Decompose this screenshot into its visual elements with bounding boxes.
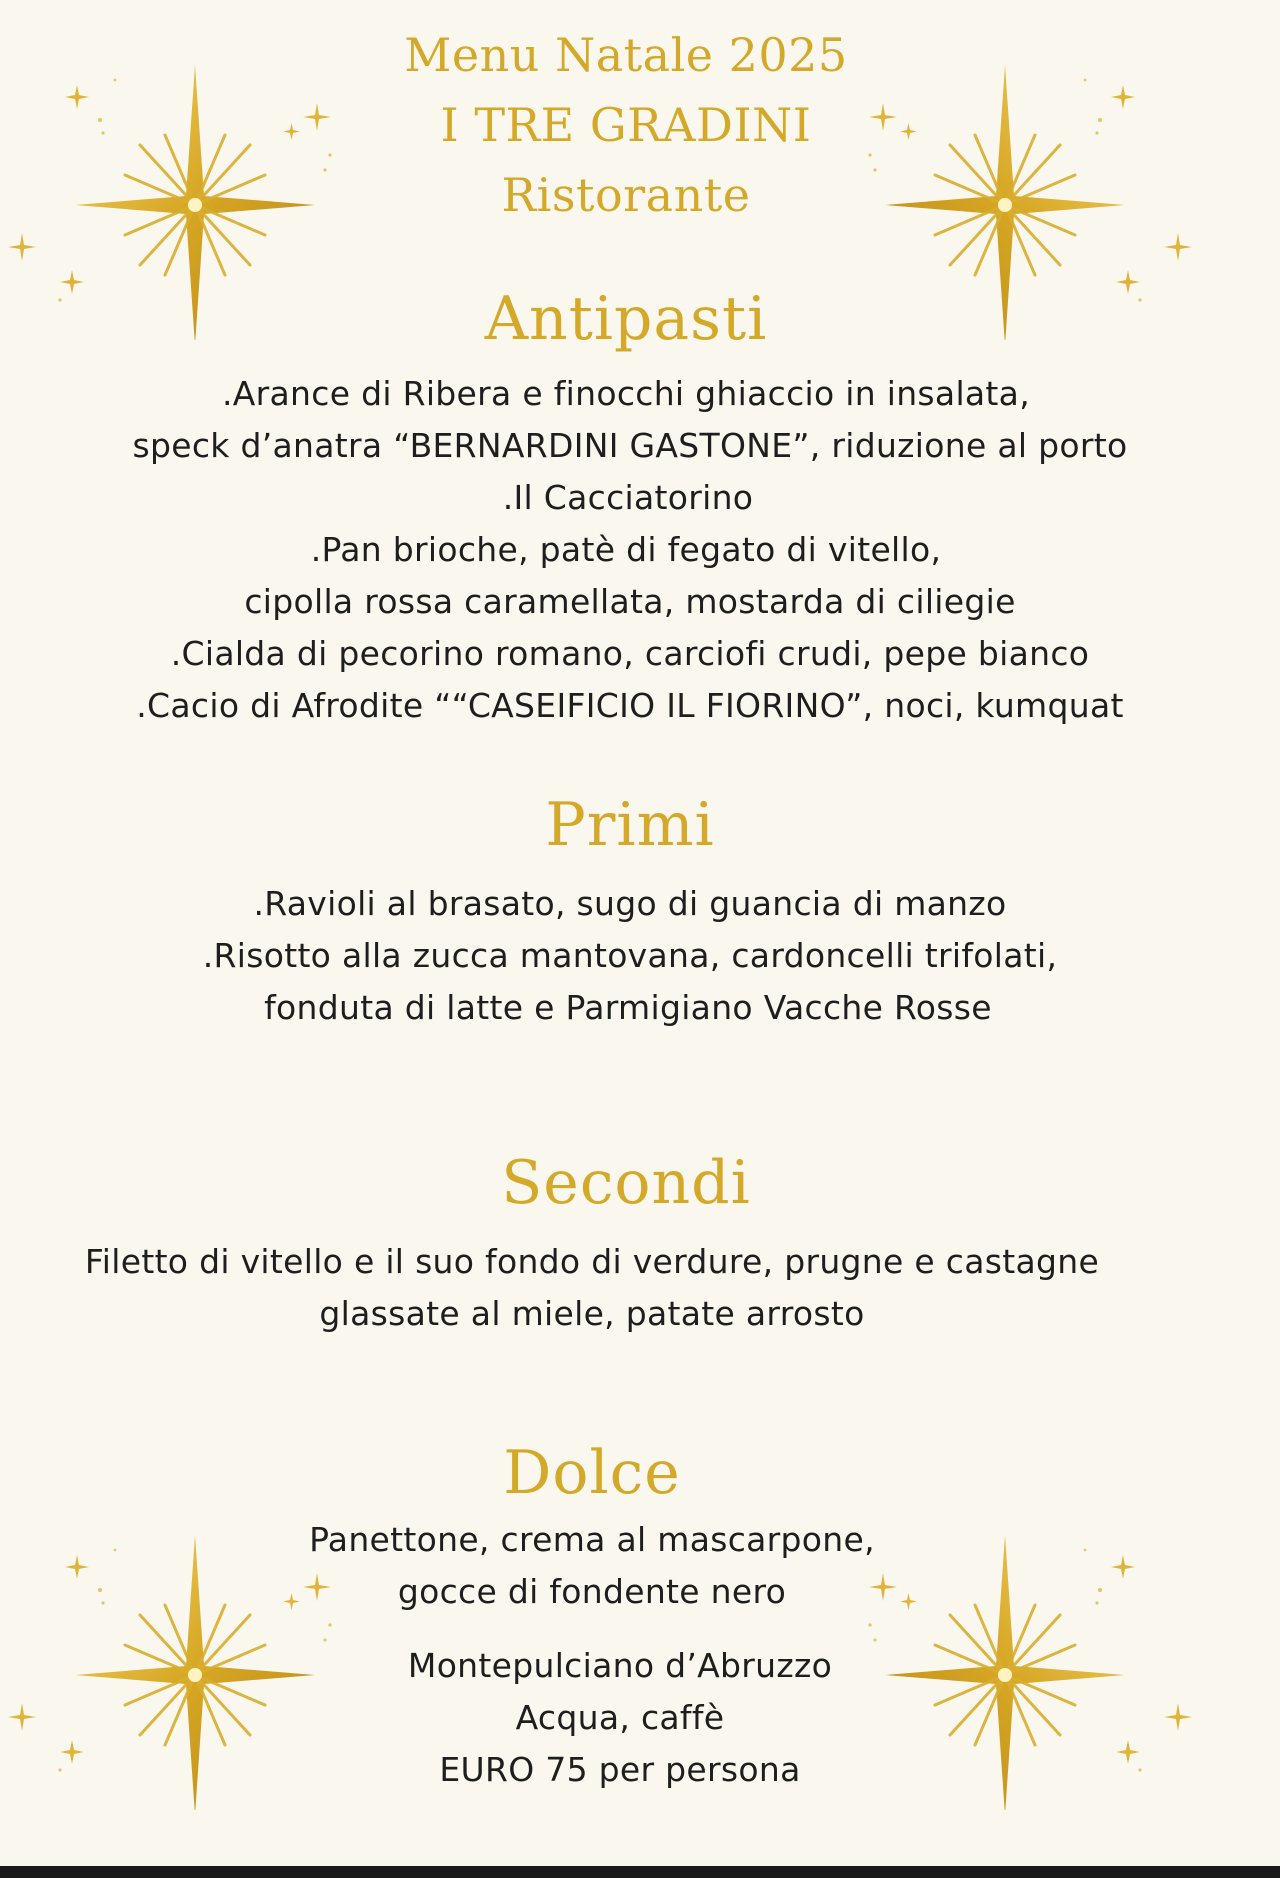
- menu-item-line: glassate al miele, patate arrosto: [319, 1294, 865, 1333]
- primi-title: Primi: [545, 790, 715, 860]
- bottom-bar: [0, 1866, 1280, 1878]
- menu-item-line: cipolla rossa caramellata, mostarda di ciliegie: [244, 582, 1016, 621]
- wine-line: Montepulciano d’Abruzzo: [407, 1646, 833, 1685]
- menu-item-line: Filetto di vitello e il suo fondo di verdure, prugne e castagne: [84, 1242, 1100, 1281]
- menu-item-line: gocce di fondente nero: [397, 1572, 787, 1611]
- menu-item-line: .Il Cacciatorino: [502, 478, 754, 517]
- menu-item-line: fonduta di latte e Parmigiano Vacche Rosse: [264, 988, 992, 1027]
- menu-item-line: .Pan brioche, patè di fegato di vitello,: [310, 530, 942, 569]
- antipasti-title: Antipasti: [484, 284, 768, 354]
- menu-item-line: .Risotto alla zucca mantovana, cardoncelli trifolati,: [202, 936, 1058, 975]
- restaurant-name: I TRE GRADINI: [440, 98, 812, 152]
- menu-item-line: .Cialda di pecorino romano, carciofi crudi, pepe bianco: [170, 634, 1090, 673]
- menu-item-line: speck d’anatra “BERNARDINI GASTONE”, riduzione al porto: [132, 426, 1128, 465]
- extras-line: Acqua, caffè: [515, 1698, 725, 1737]
- menu-item-line: .Ravioli al brasato, sugo di guancia di manzo: [253, 884, 1007, 923]
- price-line: EURO 75 per persona: [439, 1750, 801, 1789]
- restaurant-subtitle: Ristorante: [501, 168, 751, 222]
- menu-item-line: .Arance di Ribera e finocchi ghiaccio in insalata,: [222, 374, 1030, 413]
- menu-title: Menu Natale 2025: [404, 28, 848, 82]
- dolce-title: Dolce: [503, 1438, 681, 1508]
- menu-item-line: .Cacio di Afrodite ““CASEIFICIO IL FIORINO”, noci, kumquat: [136, 686, 1124, 725]
- secondi-title: Secondi: [501, 1148, 751, 1218]
- menu-item-line: Panettone, crema al mascarpone,: [309, 1520, 875, 1559]
